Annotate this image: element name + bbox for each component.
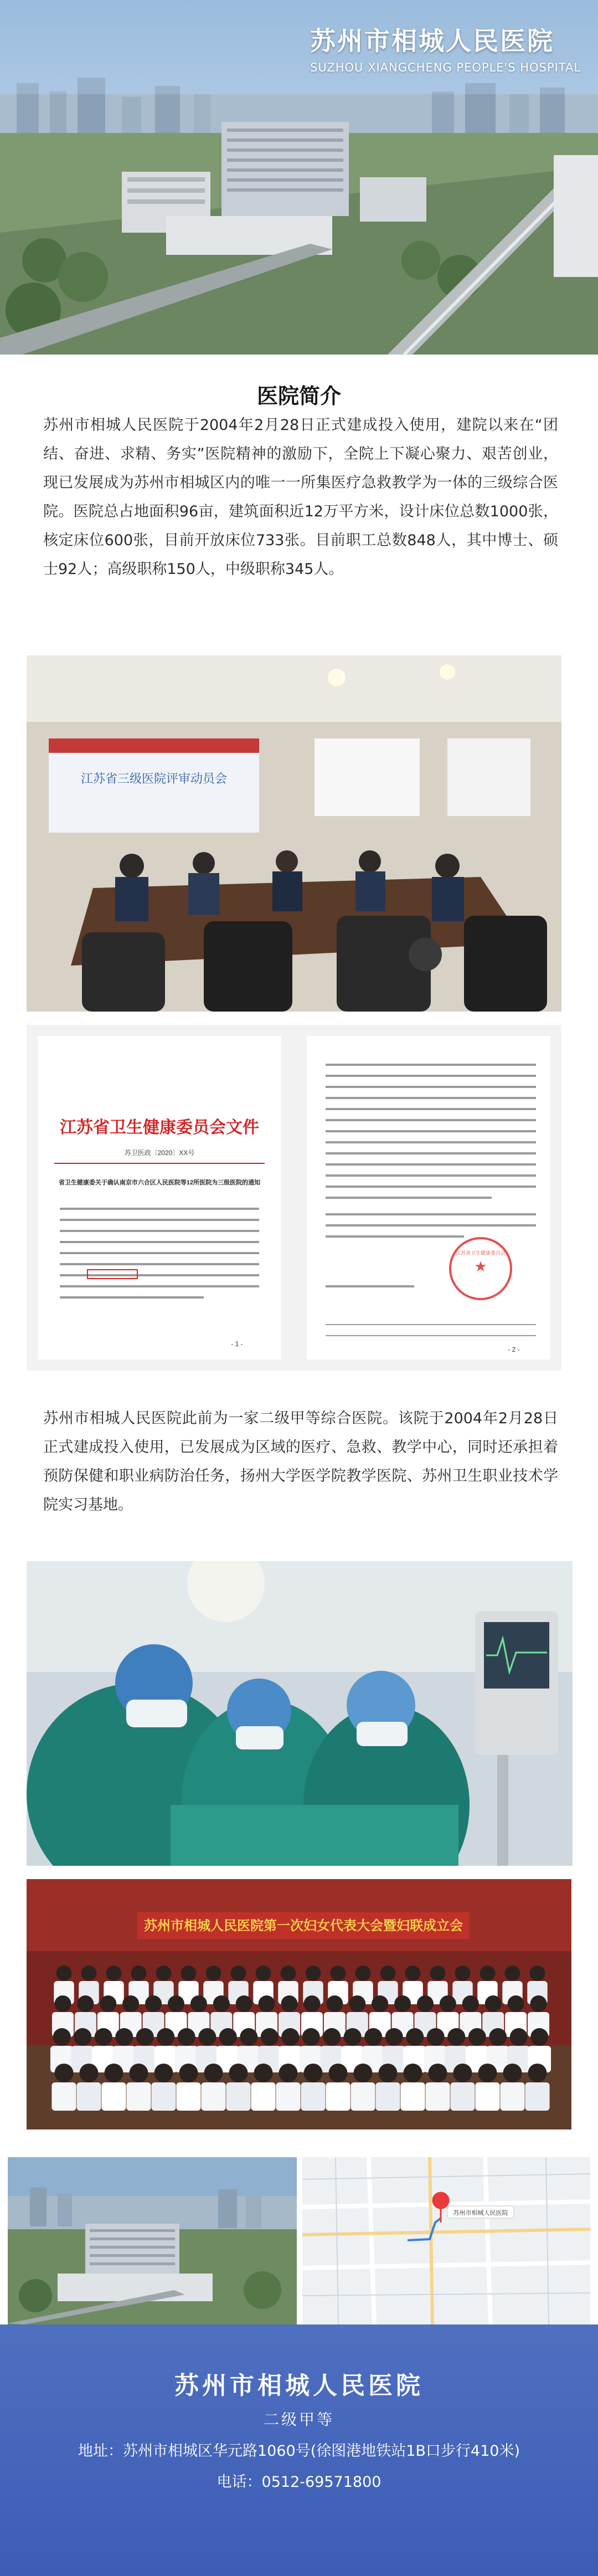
document-number: 苏卫医政〔2020〕XX号 xyxy=(124,1149,195,1157)
document-page-left: - 1 - xyxy=(231,1340,243,1348)
footer-hospital-name: 苏州市相城人民医院 xyxy=(174,2372,424,2400)
map-place-label: 苏州市相城人民医院 xyxy=(453,2210,508,2216)
document-header: 江苏省卫生健康委员会文件 xyxy=(60,1118,259,1137)
footer-hospital-grade: 二级甲等 xyxy=(263,2410,334,2429)
hospital-banner xyxy=(0,0,598,355)
meeting-photo xyxy=(27,655,561,1012)
group-photo xyxy=(27,1879,571,2129)
intro-paragraph-1: 苏州市相城人民医院于2004年2月28日正式建成投入使用，建院以来在“团结、奋进、求精、务实”医院精神的激励下，全院上下凝心聚力、艰苦创业，现已发展成为苏州市相城区内的唯一一所集医疗急救教学为一体的三级综合医院。医院总占地面积96亩，建筑面积近12万平方米，设计床位总数1000张，核定床位600张，目前开放床位733张。目前职工总数848人，其中博士、硕士92人；高级职称150人，中级职称345人。 xyxy=(43,417,558,578)
document-title: 省卫生健康委关于确认南京市六合区人民医院等12所医院为三级医院的通知 xyxy=(58,1179,261,1186)
surgery-photo xyxy=(27,1561,573,1866)
svg-text:★: ★ xyxy=(474,1258,487,1275)
footer-phone[interactable]: 电话：0512-69571800 xyxy=(216,2474,382,2491)
meeting-screen-text: 江苏省三级医院评审动员会 xyxy=(80,772,228,786)
group-banner-text: 苏州市相城人民医院第一次妇女代表大会暨妇联成立会 xyxy=(144,1918,463,1933)
document-page-right: - 2 - xyxy=(508,1346,520,1353)
hospital-aerial-photo xyxy=(8,2157,297,2324)
contact-footer xyxy=(0,2324,598,2576)
section-heading: 医院简介 xyxy=(256,384,341,408)
official-document-image xyxy=(27,1025,561,1371)
intro-paragraph-2: 苏州市相城人民医院此前为一家二级甲等综合医院。该院于2004年2月28日正式建成投入使用，已发展成为区域的医疗、急救、教学中心，同时还承担着预防保健和职业病防治任务，扬州大学医学院教学医院、苏州卫生职业技术学院实习基地。 xyxy=(43,1410,558,1513)
location-map[interactable] xyxy=(302,2157,590,2324)
official-seal-text: 江苏省卫生健康委员会 xyxy=(455,1250,506,1256)
footer-address: 地址：苏州市相城区华元路1060号(徐图港地铁站1B口步行410米) xyxy=(78,2442,520,2460)
banner-subtitle: SUZHOU XIANGCHENG PEOPLE'S HOSPITAL xyxy=(310,61,581,74)
banner-title: 苏州市相城人民医院 xyxy=(310,26,554,56)
